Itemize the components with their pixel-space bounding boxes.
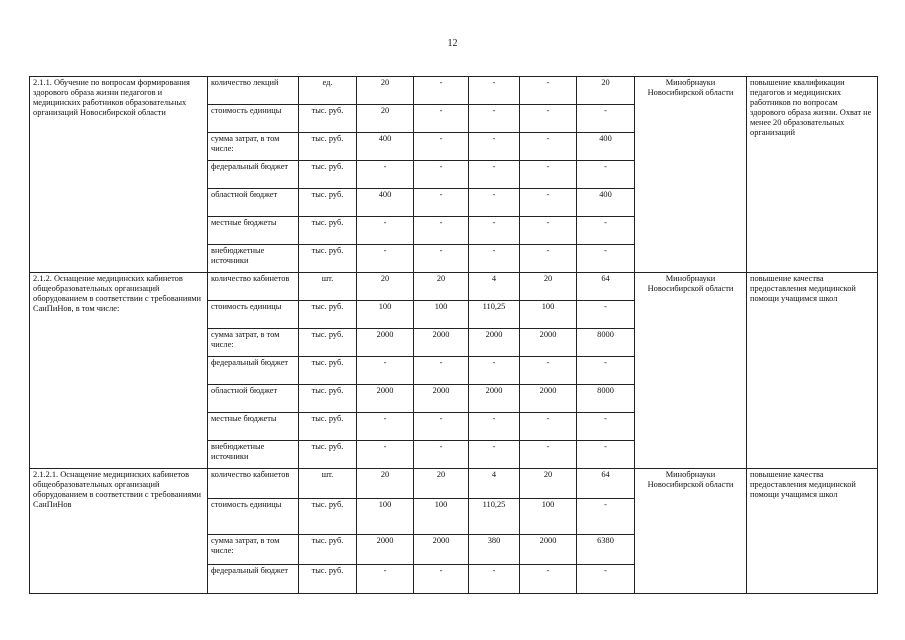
value-cell: - [469,357,520,385]
value-cell: - [469,77,520,105]
value-cell: 8000 [577,385,635,413]
value-cell: - [469,217,520,245]
indicator-name-cell: сумма затрат, в том числе: [208,133,299,161]
value-cell: 20 [357,273,414,301]
value-cell: 2000 [414,329,469,357]
value-cell: - [469,161,520,189]
value-cell: 400 [577,133,635,161]
indicator-name-cell: внебюджетные источники [208,245,299,273]
indicator-name-cell: федеральный бюджет [208,565,299,594]
measure-description-cell: 2.1.2. Оснащение медицинских кабинетов общеобразовательных организаций оборудованием в соответствии с требованиями СанПиНов, в том числе: [30,273,208,469]
table-row [30,77,878,105]
value-cell: - [520,217,577,245]
value-cell: - [357,413,414,441]
unit-cell: тыс. руб. [299,245,357,273]
indicator-name-cell: федеральный бюджет [208,161,299,189]
value-cell: - [577,217,635,245]
value-cell: 2000 [520,329,577,357]
indicator-name-cell: местные бюджеты [208,413,299,441]
value-cell: - [520,565,577,594]
measure-description-cell: 2.1.1. Обучение по вопросам формирования здорового образа жизни педагогов и медицинских работников образовательных организаций Новосибирской области [30,77,208,273]
value-cell: 4 [469,469,520,499]
unit-cell: тыс. руб. [299,499,357,535]
expected-result-cell: повышение квалификации педагогов и медицинских работников по вопросам здорового образа жизни. Охват не менее 20 образовательных организаций [747,77,878,273]
value-cell: 6380 [577,535,635,565]
value-cell: - [414,161,469,189]
value-cell: - [577,499,635,535]
indicator-name-cell: количество кабинетов [208,469,299,499]
value-cell: 2000 [357,385,414,413]
value-cell: - [520,189,577,217]
value-cell: - [520,77,577,105]
executor-cell: Минобрнауки Новосибирской области [635,469,747,594]
value-cell: 2000 [414,385,469,413]
unit-cell: тыс. руб. [299,329,357,357]
value-cell: - [469,245,520,273]
indicator-name-cell: областной бюджет [208,189,299,217]
value-cell: - [520,357,577,385]
measure-description-cell: 2.1.2.1. Оснащение медицинских кабинетов общеобразовательных организаций оборудованием в соответствии с требованиями СанПиНов [30,469,208,594]
value-cell: - [577,301,635,329]
value-cell: - [414,105,469,133]
indicator-name-cell: сумма затрат, в том числе: [208,329,299,357]
indicator-name-cell: количество лекций [208,77,299,105]
value-cell: - [357,565,414,594]
value-cell: 100 [357,499,414,535]
value-cell: - [469,133,520,161]
value-cell: - [577,105,635,133]
value-cell: - [357,245,414,273]
executor-cell: Минобрнауки Новосибирской области [635,77,747,273]
indicator-name-cell: стоимость единицы [208,105,299,133]
indicator-name-cell: стоимость единицы [208,301,299,329]
value-cell: 20 [520,469,577,499]
unit-cell: тыс. руб. [299,535,357,565]
value-cell: - [577,161,635,189]
indicator-name-cell: внебюджетные источники [208,441,299,469]
expected-result-cell: повышение качества предоставления медицинской помощи учащимся школ [747,469,878,594]
value-cell: - [414,133,469,161]
value-cell: - [414,217,469,245]
unit-cell: тыс. руб. [299,105,357,133]
value-cell: 20 [357,469,414,499]
value-cell: - [414,413,469,441]
indicator-name-cell: областной бюджет [208,385,299,413]
value-cell: - [520,161,577,189]
value-cell: - [520,245,577,273]
value-cell: 100 [357,301,414,329]
value-cell: 64 [577,469,635,499]
value-cell: - [577,441,635,469]
indicator-name-cell: сумма затрат, в том числе: [208,535,299,565]
value-cell: 2000 [414,535,469,565]
value-cell: 20 [577,77,635,105]
unit-cell: тыс. руб. [299,565,357,594]
indicator-name-cell: местные бюджеты [208,217,299,245]
unit-cell: тыс. руб. [299,301,357,329]
unit-cell: тыс. руб. [299,413,357,441]
value-cell: - [469,105,520,133]
value-cell: - [469,565,520,594]
value-cell: 110,25 [469,499,520,535]
indicator-name-cell: стоимость единицы [208,499,299,535]
unit-cell: шт. [299,469,357,499]
value-cell: - [414,77,469,105]
unit-cell: шт. [299,273,357,301]
expected-result-cell: повышение качества предоставления медицинской помощи учащимся школ [747,273,878,469]
value-cell: - [357,217,414,245]
value-cell: - [357,441,414,469]
value-cell: 20 [414,469,469,499]
unit-cell: ед. [299,77,357,105]
executor-cell: Минобрнауки Новосибирской области [635,273,747,469]
indicator-name-cell: федеральный бюджет [208,357,299,385]
value-cell: - [577,245,635,273]
value-cell: - [577,565,635,594]
value-cell: 2000 [357,535,414,565]
value-cell: - [520,413,577,441]
indicator-name-cell: количество кабинетов [208,273,299,301]
value-cell: - [414,441,469,469]
value-cell: 20 [357,105,414,133]
value-cell: 100 [414,499,469,535]
value-cell: - [520,133,577,161]
measures-table [29,76,878,594]
page-number: 12 [447,38,458,49]
value-cell: 400 [577,189,635,217]
value-cell: 2000 [520,535,577,565]
value-cell: 2000 [469,329,520,357]
table-row [30,273,878,301]
value-cell: - [357,357,414,385]
value-cell: 100 [520,301,577,329]
value-cell: 110,25 [469,301,520,329]
unit-cell: тыс. руб. [299,189,357,217]
unit-cell: тыс. руб. [299,133,357,161]
table-row [30,469,878,499]
unit-cell: тыс. руб. [299,441,357,469]
value-cell: - [469,189,520,217]
unit-cell: тыс. руб. [299,217,357,245]
value-cell: 4 [469,273,520,301]
value-cell: - [414,189,469,217]
value-cell: 100 [414,301,469,329]
value-cell: - [357,161,414,189]
value-cell: 400 [357,133,414,161]
unit-cell: тыс. руб. [299,385,357,413]
value-cell: 2000 [469,385,520,413]
value-cell: 2000 [357,329,414,357]
value-cell: 2000 [520,385,577,413]
value-cell: - [414,357,469,385]
value-cell: - [577,413,635,441]
value-cell: 400 [357,189,414,217]
value-cell: 64 [577,273,635,301]
value-cell: - [414,565,469,594]
value-cell: - [469,441,520,469]
value-cell: 20 [414,273,469,301]
value-cell: 20 [520,273,577,301]
value-cell: - [469,413,520,441]
value-cell: 8000 [577,329,635,357]
unit-cell: тыс. руб. [299,161,357,189]
value-cell: 20 [357,77,414,105]
value-cell: 380 [469,535,520,565]
value-cell: - [520,105,577,133]
value-cell: - [577,357,635,385]
value-cell: 100 [520,499,577,535]
unit-cell: тыс. руб. [299,357,357,385]
value-cell: - [414,245,469,273]
value-cell: - [520,441,577,469]
